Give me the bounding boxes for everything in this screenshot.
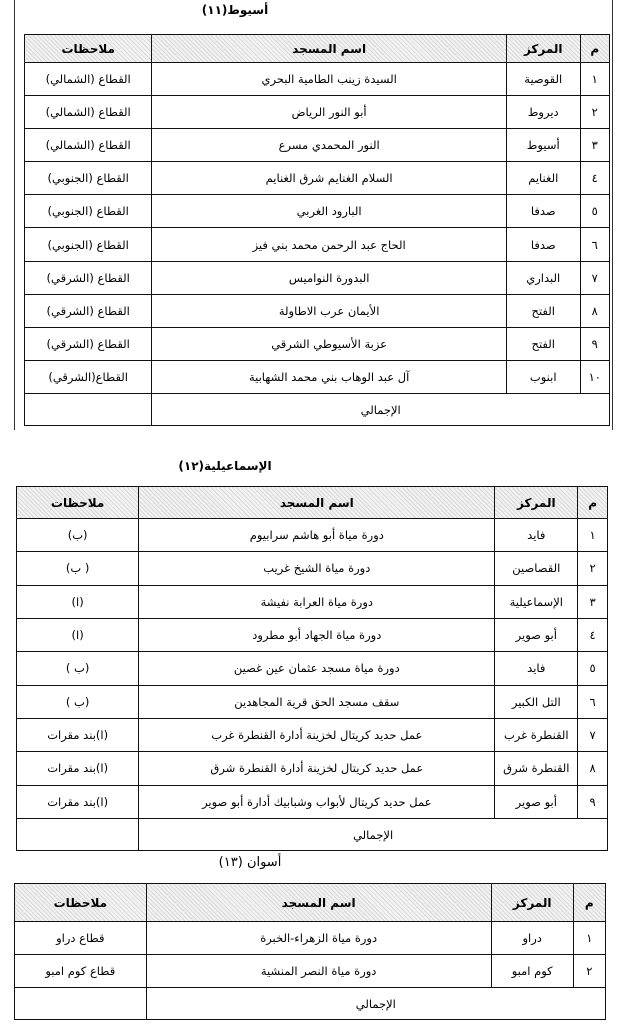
- row-center: ابنوب: [506, 360, 580, 393]
- row-center: القنطرة غرب: [495, 718, 578, 751]
- row-number: ٣: [578, 585, 608, 618]
- right-margin-line: [612, 0, 613, 430]
- row-mosque: دورة مياة الزهراء-الخبرة: [146, 922, 491, 955]
- row-mosque: آل عبد الوهاب بني محمد الشهابية: [152, 360, 507, 393]
- row-note: (ا): [17, 585, 139, 618]
- row-center: فايد: [495, 519, 578, 552]
- table-row: [15, 955, 606, 988]
- row-number: ٢: [580, 96, 609, 129]
- row-number: ٦: [578, 685, 608, 718]
- row-center: الفتح: [506, 294, 580, 327]
- row-center: أبو صوير: [495, 618, 578, 651]
- row-center: فايد: [495, 652, 578, 685]
- table-row: [25, 129, 610, 162]
- row-note: القطاع (الشمالي): [25, 63, 152, 96]
- row-mosque: عمل حديد كريتال لخزينة أدارة القنطرة شرق: [139, 752, 495, 785]
- row-mosque: النور المحمدي مسرع: [152, 129, 507, 162]
- section-heading-aswan: (١٣) أسوان: [218, 855, 282, 870]
- row-note: القطاع (الشمالي): [25, 96, 152, 129]
- total-row: [25, 394, 610, 426]
- table-aswan: [14, 883, 606, 1020]
- table-row: [25, 327, 610, 360]
- row-center: القنطرة شرق: [495, 752, 578, 785]
- row-mosque: الحاج عبد الرحمن محمد بني فيز: [152, 228, 507, 261]
- table-row: [17, 718, 608, 751]
- row-center: القوصية: [506, 63, 580, 96]
- row-number: ١: [580, 63, 609, 96]
- table-row: [25, 195, 610, 228]
- col-header-number: م: [578, 487, 608, 519]
- row-note: قطاع كوم امبو: [15, 955, 147, 988]
- row-number: ١: [578, 519, 608, 552]
- row-mosque: البدورة النواميس: [152, 261, 507, 294]
- row-note: (ب ): [17, 685, 139, 718]
- row-number: ١٠: [580, 360, 609, 393]
- row-note: القطاع (الشرقي): [25, 261, 152, 294]
- row-note: قطاع دراو: [15, 922, 147, 955]
- row-center: أسيوط: [506, 129, 580, 162]
- row-mosque: عمل حديد كريتال لخزينة أدارة القنطرة غرب: [139, 718, 495, 751]
- row-number: ٢: [578, 552, 608, 585]
- total-value-cell: [25, 394, 152, 426]
- col-header-center: المركز: [495, 487, 578, 519]
- table-row: [25, 261, 610, 294]
- table-ismailia: [16, 486, 608, 851]
- table-row: [17, 519, 608, 552]
- table-row: [25, 360, 610, 393]
- row-center: دراو: [491, 922, 573, 955]
- row-center: البداري: [506, 261, 580, 294]
- row-mosque: أبو النور الرياض: [152, 96, 507, 129]
- row-number: ٣: [580, 129, 609, 162]
- row-number: ٩: [578, 785, 608, 818]
- row-mosque: دورة مياة الجهاد أبو مطرود: [139, 618, 495, 651]
- table-row: [17, 785, 608, 818]
- row-note: ( ب): [17, 552, 139, 585]
- row-number: ٩: [580, 327, 609, 360]
- section-heading-ismailia: (١٢)الإسماعيلية: [178, 459, 272, 473]
- row-center: ديروط: [506, 96, 580, 129]
- row-number: ٦: [580, 228, 609, 261]
- table-row: [17, 685, 608, 718]
- row-mosque: دورة مياة مسجد عثمان عين غصين: [139, 652, 495, 685]
- row-note: (ا)بند مقرات: [17, 718, 139, 751]
- row-center: الإسماعيلية: [495, 585, 578, 618]
- row-number: ٨: [578, 752, 608, 785]
- section-heading-assiut: (١١)أسيوط: [201, 3, 269, 17]
- total-row: [17, 819, 608, 851]
- table-row: [17, 585, 608, 618]
- row-mosque: سقف مسجد الحق قرية المجاهدين: [139, 685, 495, 718]
- row-note: (ب ): [17, 652, 139, 685]
- table-row: [17, 618, 608, 651]
- col-header-mosque: اسم المسجد: [139, 487, 495, 519]
- row-number: ٢: [573, 955, 605, 988]
- row-mosque: دورة مياة النصر المنشية: [146, 955, 491, 988]
- total-label: الإجمالي: [146, 988, 605, 1020]
- row-mosque: السلام الغنايم شرق الغنايم: [152, 162, 507, 195]
- col-header-number: م: [580, 35, 609, 63]
- table-row: [25, 96, 610, 129]
- col-header-notes: ملاحظات: [25, 35, 152, 63]
- row-note: (ا)بند مقرات: [17, 752, 139, 785]
- col-header-notes: ملاحظات: [15, 884, 147, 922]
- col-header-number: م: [573, 884, 605, 922]
- row-number: ٤: [580, 162, 609, 195]
- row-mosque: عزبة الأسيوطي الشرقي: [152, 327, 507, 360]
- row-note: القطاع (الجنوبي): [25, 162, 152, 195]
- table-row: [15, 922, 606, 955]
- row-number: ١: [573, 922, 605, 955]
- row-number: ٧: [578, 718, 608, 751]
- col-header-mosque: اسم المسجد: [146, 884, 491, 922]
- total-label: الإجمالي: [152, 394, 610, 426]
- table-row: [25, 294, 610, 327]
- row-note: القطاع(الشرقي): [25, 360, 152, 393]
- row-mosque: البارود الغربي: [152, 195, 507, 228]
- total-row: [15, 988, 606, 1020]
- row-note: القطاع (الشرقي): [25, 327, 152, 360]
- row-note: القطاع (الجنوبي): [25, 228, 152, 261]
- row-number: ٥: [580, 195, 609, 228]
- row-mosque: دورة مياة أبو هاشم سرابيوم: [139, 519, 495, 552]
- row-center: التل الكبير: [495, 685, 578, 718]
- row-center: الغنايم: [506, 162, 580, 195]
- row-mosque: الأيمان عرب الاطاولة: [152, 294, 507, 327]
- row-center: القصاصين: [495, 552, 578, 585]
- table-row: [25, 162, 610, 195]
- total-label: الإجمالي: [139, 819, 608, 851]
- row-mosque: دورة مياة الشيخ غريب: [139, 552, 495, 585]
- row-center: أبو صوير: [495, 785, 578, 818]
- table-row: [25, 228, 610, 261]
- total-value-cell: [17, 819, 139, 851]
- row-note: (ب): [17, 519, 139, 552]
- table-header-row: [25, 35, 610, 63]
- row-center: كوم امبو: [491, 955, 573, 988]
- total-value-cell: [15, 988, 147, 1020]
- col-header-center: المركز: [506, 35, 580, 63]
- table-row: [17, 652, 608, 685]
- row-center: صدفا: [506, 228, 580, 261]
- table-row: [25, 63, 610, 96]
- row-note: (ا)بند مقرات: [17, 785, 139, 818]
- row-mosque: السيدة زينب الطامية البحري: [152, 63, 507, 96]
- row-center: صدفا: [506, 195, 580, 228]
- col-header-notes: ملاحظات: [17, 487, 139, 519]
- col-header-center: المركز: [491, 884, 573, 922]
- row-mosque: عمل حديد كريتال لأبواب وشبابيك أدارة أبو صوير: [139, 785, 495, 818]
- row-center: الفتح: [506, 327, 580, 360]
- row-number: ٤: [578, 618, 608, 651]
- left-margin-line: [14, 0, 15, 430]
- row-note: القطاع (الشرقي): [25, 294, 152, 327]
- table-header-row: [15, 884, 606, 922]
- row-number: ٨: [580, 294, 609, 327]
- table-assiut: [24, 34, 610, 426]
- table-header-row: [17, 487, 608, 519]
- col-header-mosque: اسم المسجد: [152, 35, 507, 63]
- table-row: [17, 552, 608, 585]
- row-number: ٥: [578, 652, 608, 685]
- table-row: [17, 752, 608, 785]
- row-number: ٧: [580, 261, 609, 294]
- row-note: (ا): [17, 618, 139, 651]
- row-mosque: دورة مياة العرابة نفيشة: [139, 585, 495, 618]
- row-note: القطاع (الشمالي): [25, 129, 152, 162]
- row-note: القطاع (الجنوبي): [25, 195, 152, 228]
